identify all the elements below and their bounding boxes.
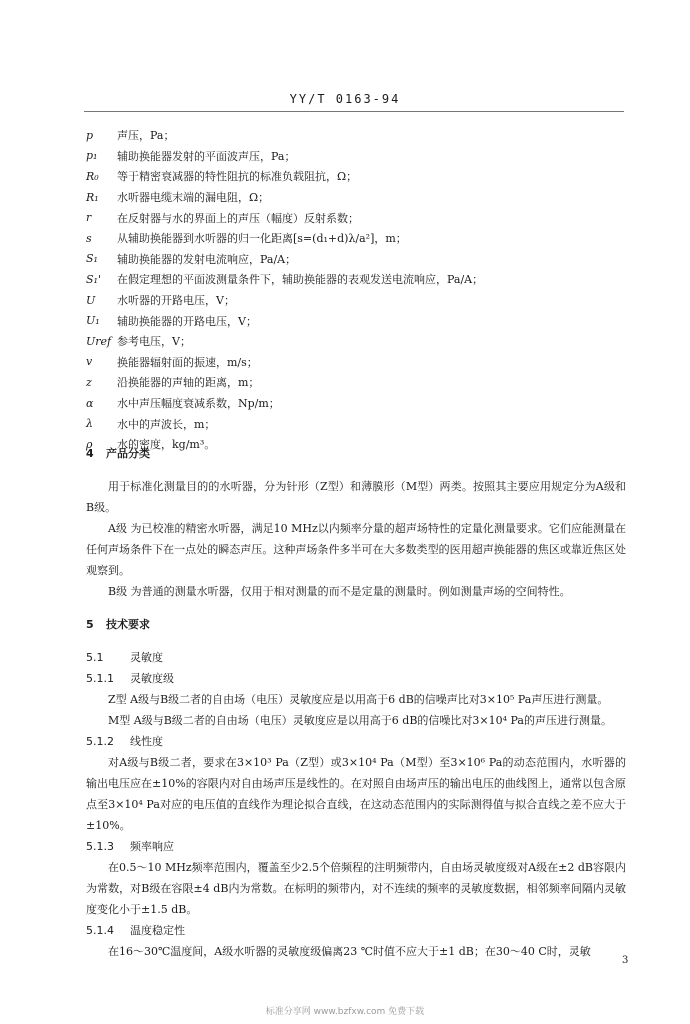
section-title: 频率响应 (130, 840, 174, 853)
symbol-description: 沿换能器的声轴的距离，m； (117, 376, 260, 390)
symbol: α (86, 396, 94, 410)
symbol: p (86, 128, 94, 142)
symbol: r (86, 211, 92, 225)
spacer (86, 635, 626, 647)
symbol-description: 水听器电缆末端的漏电阻，Ω； (117, 191, 270, 205)
symbol-row (86, 352, 626, 373)
section-heading-5 (86, 614, 626, 635)
symbol: R₀ (86, 169, 99, 183)
section-number: 5.1.3 (86, 840, 114, 853)
section-number: 5.1.4 (86, 924, 114, 937)
symbol: s (86, 231, 92, 245)
symbol: z (86, 375, 92, 389)
section-number: 5.1.1 (86, 672, 114, 685)
symbol-description: 等于精密衰减器的特性阻抗的标准负载阻抗，Ω； (117, 170, 358, 184)
section-number: 5.1 (86, 651, 104, 664)
symbol: R₁ (86, 190, 99, 204)
page-header: YY/T 0163-94 (289, 92, 401, 106)
subsection-heading-5-1-4 (86, 920, 626, 941)
symbol: S₁' (86, 272, 101, 286)
paragraph: 在16～30℃温度间，A级水听器的灵敏度级偏离23 ℃时值不应大于±1 dB；在30～40 C时，灵敏 (108, 945, 591, 958)
symbol-description: 从辅助换能器到水听器的归一化距离[s=(d₁+d)λ/a²]，m； (117, 232, 407, 246)
paragraph: Z型 A级与B级二者的自由场（电压）灵敏度应是以用高于6 dB的信噪声比对3×10⁵ Pa声压进行测量。 (108, 693, 609, 706)
symbol-row (86, 331, 626, 352)
symbol-row (86, 310, 626, 331)
subsection-heading-5-1-2 (86, 731, 626, 752)
symbol: λ (86, 417, 93, 431)
section-title: 灵敏度级 (130, 672, 174, 685)
symbol-row (86, 269, 626, 290)
symbol: U (86, 293, 96, 307)
symbol-row (86, 166, 626, 187)
symbol: S₁ (86, 252, 98, 266)
section-heading-4 (86, 443, 626, 464)
spacer (86, 602, 626, 614)
paragraph: M型 A级与B级二者的自由场（电压）灵敏度应是以用高于6 dB的信噪比对3×10⁴ Pa的声压进行测量。 (108, 714, 612, 727)
symbol-row (86, 372, 626, 393)
symbol-list (86, 125, 626, 455)
section-title: 温度稳定性 (130, 924, 185, 937)
section-title: 技术要求 (106, 618, 150, 631)
symbol-row (86, 146, 626, 167)
symbol-description: 换能器辐射面的振速，m/s； (117, 355, 258, 369)
symbol-description: 辅助换能器的开路电压，V； (117, 314, 257, 328)
paragraph: B级 为普通的测量水听器，仅用于相对测量的而不是定量的测量时。例如测量声场的空间特性。 (108, 585, 571, 598)
page-number: 3 (622, 955, 629, 966)
symbol-row (86, 187, 626, 208)
header-rule (84, 111, 624, 112)
symbol: v (86, 355, 93, 369)
section-number: 4 (86, 447, 94, 460)
section-number: 5 (86, 618, 94, 631)
spacer (86, 464, 626, 476)
symbol-description: 辅助换能器的发射电流响应，Pa/A； (117, 252, 297, 266)
footer-watermark: 标准分享网 www.bzfxw.com 免费下载 (265, 1007, 425, 1017)
section-number: 5.1.2 (86, 735, 114, 748)
symbol-description: 声压，Pa； (117, 129, 175, 143)
symbol-row (86, 249, 626, 270)
section-title: 线性度 (130, 735, 163, 748)
symbol-row (86, 393, 626, 414)
paragraph: 用于标准化测量目的的水听器，分为针形（Z型）和薄膜形（M型）两类。按照其主要应用规定分为A级和B级。 (86, 480, 626, 514)
paragraph: 对A级与B级二者，要求在3×10³ Pa（Z型）或3×10⁴ Pa（M型）至3×10⁶ Pa的动态范围内，水听器的输出电压应在±10%的容限内对自由场声压是线性的。在对照自由场声压的输出电压的曲线图上，通常以包含原点至3×10⁴ Pa对应的电压值的直线作为理论拟合直线，在这动态范围内的实际测得值与拟合直线之差不应大于±10%。 (86, 756, 626, 832)
symbol-row (86, 207, 626, 228)
symbol-description: 水听器的开路电压，V； (117, 294, 235, 308)
symbol-row (86, 228, 626, 249)
section-title: 灵敏度 (130, 651, 163, 664)
paragraph: A级 为已校准的精密水听器，满足10 MHz以内频率分量的超声场特性的定量化测量要求。它们应能测量在任何声场条件下在一点处的瞬态声压。这种声场条件多半可在大多数类型的医用超声换能器的焦区或靠近焦区处观察到。 (86, 522, 626, 577)
document-body (86, 443, 626, 962)
symbol: ρ (86, 437, 93, 451)
symbol-description: 在假定理想的平面波测量条件下，辅助换能器的表观发送电流响应，Pa/A； (117, 273, 484, 287)
symbol-description: 水中声压幅度衰减系数，Np/m； (117, 397, 280, 411)
symbol: p₁ (86, 149, 98, 163)
symbol-row (86, 413, 626, 434)
symbol: U₁ (86, 314, 100, 328)
subsection-heading-5-1 (86, 647, 626, 668)
section-title: 产品分类 (106, 447, 150, 460)
symbol-description: 参考电压，V； (117, 335, 191, 349)
symbol-row (86, 125, 626, 146)
symbol-description: 辅助换能器发射的平面波声压，Pa； (117, 149, 296, 163)
symbol: Uref (86, 334, 112, 348)
paragraph: 在0.5～10 MHz频率范围内，覆盖至少2.5个倍频程的注明频带内，自由场灵敏度级对A级在±2 dB容限内为常数，对B级在容限±4 dB内为常数。在标明的频带内，对不连续的频率的灵敏度数据，相邻频率间隔内灵敏度变化小于±1.5 dB。 (86, 861, 626, 916)
symbol-description: 水的密度，kg/m³。 (117, 438, 216, 452)
subsection-heading-5-1-3 (86, 836, 626, 857)
symbol-description: 在反射器与水的界面上的声压（幅度）反射系数； (117, 211, 359, 225)
symbol-row (86, 290, 626, 311)
subsection-heading-5-1-1 (86, 668, 626, 689)
symbol-description: 水中的声波长，m； (117, 417, 216, 431)
